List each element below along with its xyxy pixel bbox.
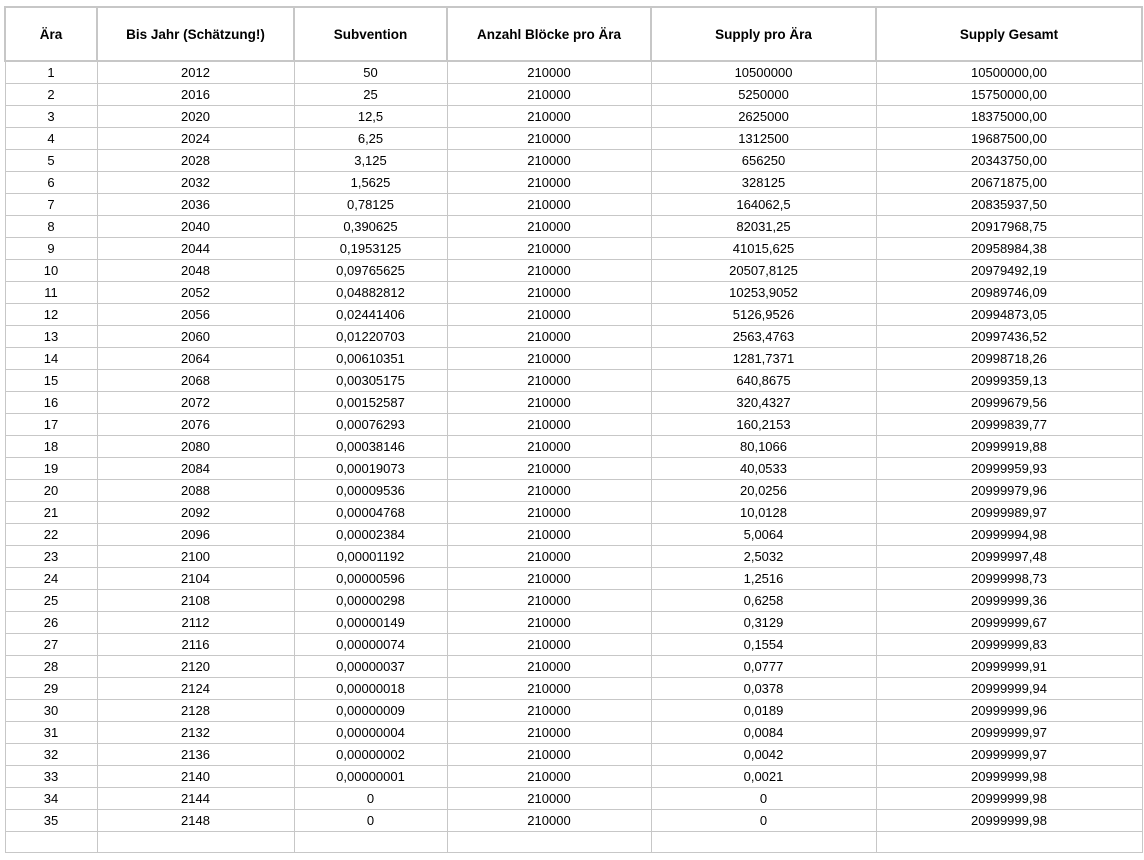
subsidy-cell: 0,00019073: [294, 458, 447, 480]
table-row: [5, 810, 1142, 832]
subsidy-cell: 0,00004768: [294, 502, 447, 524]
table-row: [5, 700, 1142, 722]
supply-era-cell: 0,0084: [651, 722, 876, 744]
year-cell: 2052: [97, 282, 294, 304]
year-cell: 2124: [97, 678, 294, 700]
subsidy-cell: 0,01220703: [294, 326, 447, 348]
blocks-cell: 210000: [447, 84, 651, 106]
blocks-cell: 210000: [447, 766, 651, 788]
supply-era-cell: 0,0378: [651, 678, 876, 700]
year-cell: 2072: [97, 392, 294, 414]
header-until-year: Bis Jahr (Schätzung!): [97, 7, 294, 61]
year-cell: 2024: [97, 128, 294, 150]
header-supply-per-era: Supply pro Ära: [651, 7, 876, 61]
era-cell: 15: [5, 370, 97, 392]
subsidy-cell: 0,00000298: [294, 590, 447, 612]
year-cell: 2140: [97, 766, 294, 788]
table-row: [5, 282, 1142, 304]
table-row: [5, 348, 1142, 370]
subsidy-cell: 0,1953125: [294, 238, 447, 260]
subsidy-cell: 0,00305175: [294, 370, 447, 392]
table-row: [5, 194, 1142, 216]
blocks-cell: 210000: [447, 612, 651, 634]
supply-total-cell: 20999998,73: [876, 568, 1142, 590]
era-cell: 2: [5, 84, 97, 106]
subsidy-cell: 0: [294, 810, 447, 832]
supply-total-cell: 20999679,56: [876, 392, 1142, 414]
blocks-cell: 210000: [447, 458, 651, 480]
blocks-cell: 210000: [447, 590, 651, 612]
year-cell: 2064: [97, 348, 294, 370]
supply-total-cell: 19687500,00: [876, 128, 1142, 150]
supply-era-cell: 5,0064: [651, 524, 876, 546]
blocks-cell: 210000: [447, 348, 651, 370]
year-cell: 2108: [97, 590, 294, 612]
era-cell: 9: [5, 238, 97, 260]
table-header: [5, 7, 1142, 61]
era-cell: 3: [5, 106, 97, 128]
supply-total-cell: 20999979,96: [876, 480, 1142, 502]
supply-total-cell: 20343750,00: [876, 150, 1142, 172]
blocks-cell: 210000: [447, 436, 651, 458]
subsidy-cell: 0,00000018: [294, 678, 447, 700]
supply-total-cell: 20999997,48: [876, 546, 1142, 568]
era-cell: 23: [5, 546, 97, 568]
blocks-cell: 210000: [447, 326, 651, 348]
supply-total-cell: 20958984,38: [876, 238, 1142, 260]
year-cell: 2048: [97, 260, 294, 282]
blocks-cell: 210000: [447, 150, 651, 172]
subsidy-cell: 0,09765625: [294, 260, 447, 282]
supply-total-cell: 10500000,00: [876, 61, 1142, 84]
blocks-cell: 210000: [447, 106, 651, 128]
supply-era-cell: 40,0533: [651, 458, 876, 480]
supply-era-cell: 1,2516: [651, 568, 876, 590]
blocks-cell: 210000: [447, 370, 651, 392]
supply-total-cell: 15750000,00: [876, 84, 1142, 106]
era-cell: 13: [5, 326, 97, 348]
subsidy-cell: 0,00000149: [294, 612, 447, 634]
year-cell: 2148: [97, 810, 294, 832]
supply-total-cell: 20999999,83: [876, 634, 1142, 656]
era-cell: 29: [5, 678, 97, 700]
table-row: [5, 634, 1142, 656]
year-cell: 2136: [97, 744, 294, 766]
era-cell: 12: [5, 304, 97, 326]
era-cell: 34: [5, 788, 97, 810]
subsidy-cell: 0: [294, 788, 447, 810]
supply-era-cell: 160,2153: [651, 414, 876, 436]
table-row: [5, 590, 1142, 612]
era-cell: 24: [5, 568, 97, 590]
supply-era-cell: 82031,25: [651, 216, 876, 238]
table-row: [5, 150, 1142, 172]
year-cell: 2104: [97, 568, 294, 590]
era-cell: 10: [5, 260, 97, 282]
blocks-cell: 210000: [447, 722, 651, 744]
year-cell: 2076: [97, 414, 294, 436]
era-cell: 21: [5, 502, 97, 524]
table-row: [5, 326, 1142, 348]
table-row: [5, 436, 1142, 458]
subsidy-cell: 0,390625: [294, 216, 447, 238]
supply-era-cell: 0,6258: [651, 590, 876, 612]
year-cell: 2068: [97, 370, 294, 392]
blocks-cell: 210000: [447, 128, 651, 150]
blocks-cell: 210000: [447, 238, 651, 260]
supply-total-cell: 20997436,52: [876, 326, 1142, 348]
supply-total-cell: 20994873,05: [876, 304, 1142, 326]
spreadsheet-table-container: [4, 6, 1143, 853]
subsidy-cell: 0,78125: [294, 194, 447, 216]
supply-era-cell: 10,0128: [651, 502, 876, 524]
era-cell: 31: [5, 722, 97, 744]
blocks-cell: 210000: [447, 568, 651, 590]
year-cell: 2132: [97, 722, 294, 744]
supply-era-cell: 328125: [651, 172, 876, 194]
blocks-cell: 210000: [447, 61, 651, 84]
year-cell: 2032: [97, 172, 294, 194]
supply-total-cell: 20999999,67: [876, 612, 1142, 634]
supply-era-cell: 0,0189: [651, 700, 876, 722]
subsidy-cell: 0,00076293: [294, 414, 447, 436]
header-row: [5, 7, 1142, 61]
year-cell: 2036: [97, 194, 294, 216]
supply-era-cell: 320,4327: [651, 392, 876, 414]
supply-era-cell: 2625000: [651, 106, 876, 128]
year-cell: 2012: [97, 61, 294, 84]
table-row: [5, 744, 1142, 766]
year-cell: 2016: [97, 84, 294, 106]
blocks-cell: 210000: [447, 524, 651, 546]
supply-era-cell: 0: [651, 810, 876, 832]
empty-cell: [294, 832, 447, 853]
era-cell: 28: [5, 656, 97, 678]
subsidy-cell: 0,00000009: [294, 700, 447, 722]
supply-era-cell: 80,1066: [651, 436, 876, 458]
blocks-cell: 210000: [447, 282, 651, 304]
supply-era-cell: 164062,5: [651, 194, 876, 216]
table-row: [5, 678, 1142, 700]
subsidy-cell: 0,00001192: [294, 546, 447, 568]
supply-total-cell: 20999999,96: [876, 700, 1142, 722]
supply-total-cell: 20917968,75: [876, 216, 1142, 238]
table-row: [5, 524, 1142, 546]
era-cell: 5: [5, 150, 97, 172]
blocks-cell: 210000: [447, 810, 651, 832]
table-row: [5, 458, 1142, 480]
blocks-cell: 210000: [447, 172, 651, 194]
era-cell: 16: [5, 392, 97, 414]
table-row: [5, 216, 1142, 238]
era-cell: 4: [5, 128, 97, 150]
supply-total-cell: 20835937,50: [876, 194, 1142, 216]
year-cell: 2040: [97, 216, 294, 238]
year-cell: 2056: [97, 304, 294, 326]
supply-total-cell: 20999999,97: [876, 722, 1142, 744]
supply-total-cell: 20999999,98: [876, 766, 1142, 788]
table-row: [5, 612, 1142, 634]
year-cell: 2020: [97, 106, 294, 128]
era-cell: 18: [5, 436, 97, 458]
supply-total-cell: 20999999,98: [876, 788, 1142, 810]
supply-total-cell: 20671875,00: [876, 172, 1142, 194]
subsidy-cell: 6,25: [294, 128, 447, 150]
table-row: [5, 502, 1142, 524]
table-row: [5, 84, 1142, 106]
year-cell: 2120: [97, 656, 294, 678]
table-row: [5, 788, 1142, 810]
supply-total-cell: 20999999,36: [876, 590, 1142, 612]
year-cell: 2096: [97, 524, 294, 546]
supply-total-cell: 20989746,09: [876, 282, 1142, 304]
table-row: [5, 568, 1142, 590]
table-row: [5, 172, 1142, 194]
supply-era-cell: 10500000: [651, 61, 876, 84]
supply-era-cell: 41015,625: [651, 238, 876, 260]
supply-total-cell: 18375000,00: [876, 106, 1142, 128]
blocks-cell: 210000: [447, 678, 651, 700]
blocks-cell: 210000: [447, 546, 651, 568]
blocks-cell: 210000: [447, 480, 651, 502]
year-cell: 2088: [97, 480, 294, 502]
header-supply-total: Supply Gesamt: [876, 7, 1142, 61]
supply-era-cell: 0,0021: [651, 766, 876, 788]
subsidy-cell: 3,125: [294, 150, 447, 172]
year-cell: 2128: [97, 700, 294, 722]
empty-row: [5, 832, 1142, 853]
table-row: [5, 106, 1142, 128]
era-cell: 27: [5, 634, 97, 656]
blocks-cell: 210000: [447, 788, 651, 810]
era-cell: 26: [5, 612, 97, 634]
era-cell: 8: [5, 216, 97, 238]
table-row: [5, 656, 1142, 678]
supply-total-cell: 20999999,98: [876, 810, 1142, 832]
supply-era-cell: 10253,9052: [651, 282, 876, 304]
supply-era-cell: 0,0042: [651, 744, 876, 766]
year-cell: 2144: [97, 788, 294, 810]
table-row: [5, 392, 1142, 414]
supply-era-cell: 5250000: [651, 84, 876, 106]
era-cell: 7: [5, 194, 97, 216]
empty-cell: [876, 832, 1142, 853]
era-cell: 11: [5, 282, 97, 304]
era-cell: 22: [5, 524, 97, 546]
subsidy-cell: 0,04882812: [294, 282, 447, 304]
supply-era-cell: 20,0256: [651, 480, 876, 502]
empty-cell: [97, 832, 294, 853]
supply-era-cell: 1312500: [651, 128, 876, 150]
table-row: [5, 260, 1142, 282]
blocks-cell: 210000: [447, 414, 651, 436]
blocks-cell: 210000: [447, 216, 651, 238]
table-row: [5, 61, 1142, 84]
subsidy-cell: 1,5625: [294, 172, 447, 194]
supply-total-cell: 20999959,93: [876, 458, 1142, 480]
table-row: [5, 480, 1142, 502]
table-row: [5, 414, 1142, 436]
blocks-cell: 210000: [447, 744, 651, 766]
subsidy-cell: 0,00000001: [294, 766, 447, 788]
supply-era-cell: 656250: [651, 150, 876, 172]
table-row: [5, 766, 1142, 788]
subsidy-cell: 0,00152587: [294, 392, 447, 414]
supply-total-cell: 20999839,77: [876, 414, 1142, 436]
year-cell: 2116: [97, 634, 294, 656]
subsidy-cell: 0,00009536: [294, 480, 447, 502]
supply-total-cell: 20999994,98: [876, 524, 1142, 546]
subsidy-cell: 0,00000596: [294, 568, 447, 590]
year-cell: 2060: [97, 326, 294, 348]
supply-total-cell: 20999359,13: [876, 370, 1142, 392]
supply-era-cell: 0,3129: [651, 612, 876, 634]
year-cell: 2028: [97, 150, 294, 172]
supply-era-cell: 2563,4763: [651, 326, 876, 348]
subsidy-cell: 0,00000074: [294, 634, 447, 656]
empty-cell: [447, 832, 651, 853]
year-cell: 2044: [97, 238, 294, 260]
bitcoin-supply-table: [4, 6, 1143, 853]
era-cell: 14: [5, 348, 97, 370]
subsidy-cell: 0,00000037: [294, 656, 447, 678]
era-cell: 1: [5, 61, 97, 84]
era-cell: 32: [5, 744, 97, 766]
subsidy-cell: 25: [294, 84, 447, 106]
subsidy-cell: 0,00002384: [294, 524, 447, 546]
table-row: [5, 546, 1142, 568]
table-row: [5, 304, 1142, 326]
supply-total-cell: 20999999,97: [876, 744, 1142, 766]
table-body: [5, 61, 1142, 853]
supply-era-cell: 5126,9526: [651, 304, 876, 326]
blocks-cell: 210000: [447, 502, 651, 524]
era-cell: 6: [5, 172, 97, 194]
era-cell: 35: [5, 810, 97, 832]
table-row: [5, 722, 1142, 744]
subsidy-cell: 0,00038146: [294, 436, 447, 458]
supply-era-cell: 0,1554: [651, 634, 876, 656]
year-cell: 2100: [97, 546, 294, 568]
blocks-cell: 210000: [447, 656, 651, 678]
supply-era-cell: 0,0777: [651, 656, 876, 678]
header-blocks-per-era: Anzahl Blöcke pro Ära: [447, 7, 651, 61]
year-cell: 2084: [97, 458, 294, 480]
header-subsidy: Subvention: [294, 7, 447, 61]
supply-era-cell: 1281,7371: [651, 348, 876, 370]
table-row: [5, 238, 1142, 260]
supply-total-cell: 20999999,91: [876, 656, 1142, 678]
supply-total-cell: 20979492,19: [876, 260, 1142, 282]
subsidy-cell: 0,02441406: [294, 304, 447, 326]
blocks-cell: 210000: [447, 700, 651, 722]
supply-era-cell: 2,5032: [651, 546, 876, 568]
blocks-cell: 210000: [447, 260, 651, 282]
blocks-cell: 210000: [447, 194, 651, 216]
blocks-cell: 210000: [447, 634, 651, 656]
blocks-cell: 210000: [447, 392, 651, 414]
empty-cell: [651, 832, 876, 853]
header-era: Ära: [5, 7, 97, 61]
era-cell: 25: [5, 590, 97, 612]
supply-era-cell: 0: [651, 788, 876, 810]
era-cell: 30: [5, 700, 97, 722]
year-cell: 2080: [97, 436, 294, 458]
era-cell: 33: [5, 766, 97, 788]
table-row: [5, 370, 1142, 392]
blocks-cell: 210000: [447, 304, 651, 326]
era-cell: 17: [5, 414, 97, 436]
table-row: [5, 128, 1142, 150]
subsidy-cell: 12,5: [294, 106, 447, 128]
supply-era-cell: 20507,8125: [651, 260, 876, 282]
subsidy-cell: 0,00000002: [294, 744, 447, 766]
year-cell: 2092: [97, 502, 294, 524]
subsidy-cell: 0,00000004: [294, 722, 447, 744]
supply-total-cell: 20998718,26: [876, 348, 1142, 370]
subsidy-cell: 0,00610351: [294, 348, 447, 370]
era-cell: 19: [5, 458, 97, 480]
empty-cell: [5, 832, 97, 853]
supply-era-cell: 640,8675: [651, 370, 876, 392]
era-cell: 20: [5, 480, 97, 502]
supply-total-cell: 20999919,88: [876, 436, 1142, 458]
subsidy-cell: 50: [294, 61, 447, 84]
supply-total-cell: 20999989,97: [876, 502, 1142, 524]
year-cell: 2112: [97, 612, 294, 634]
supply-total-cell: 20999999,94: [876, 678, 1142, 700]
